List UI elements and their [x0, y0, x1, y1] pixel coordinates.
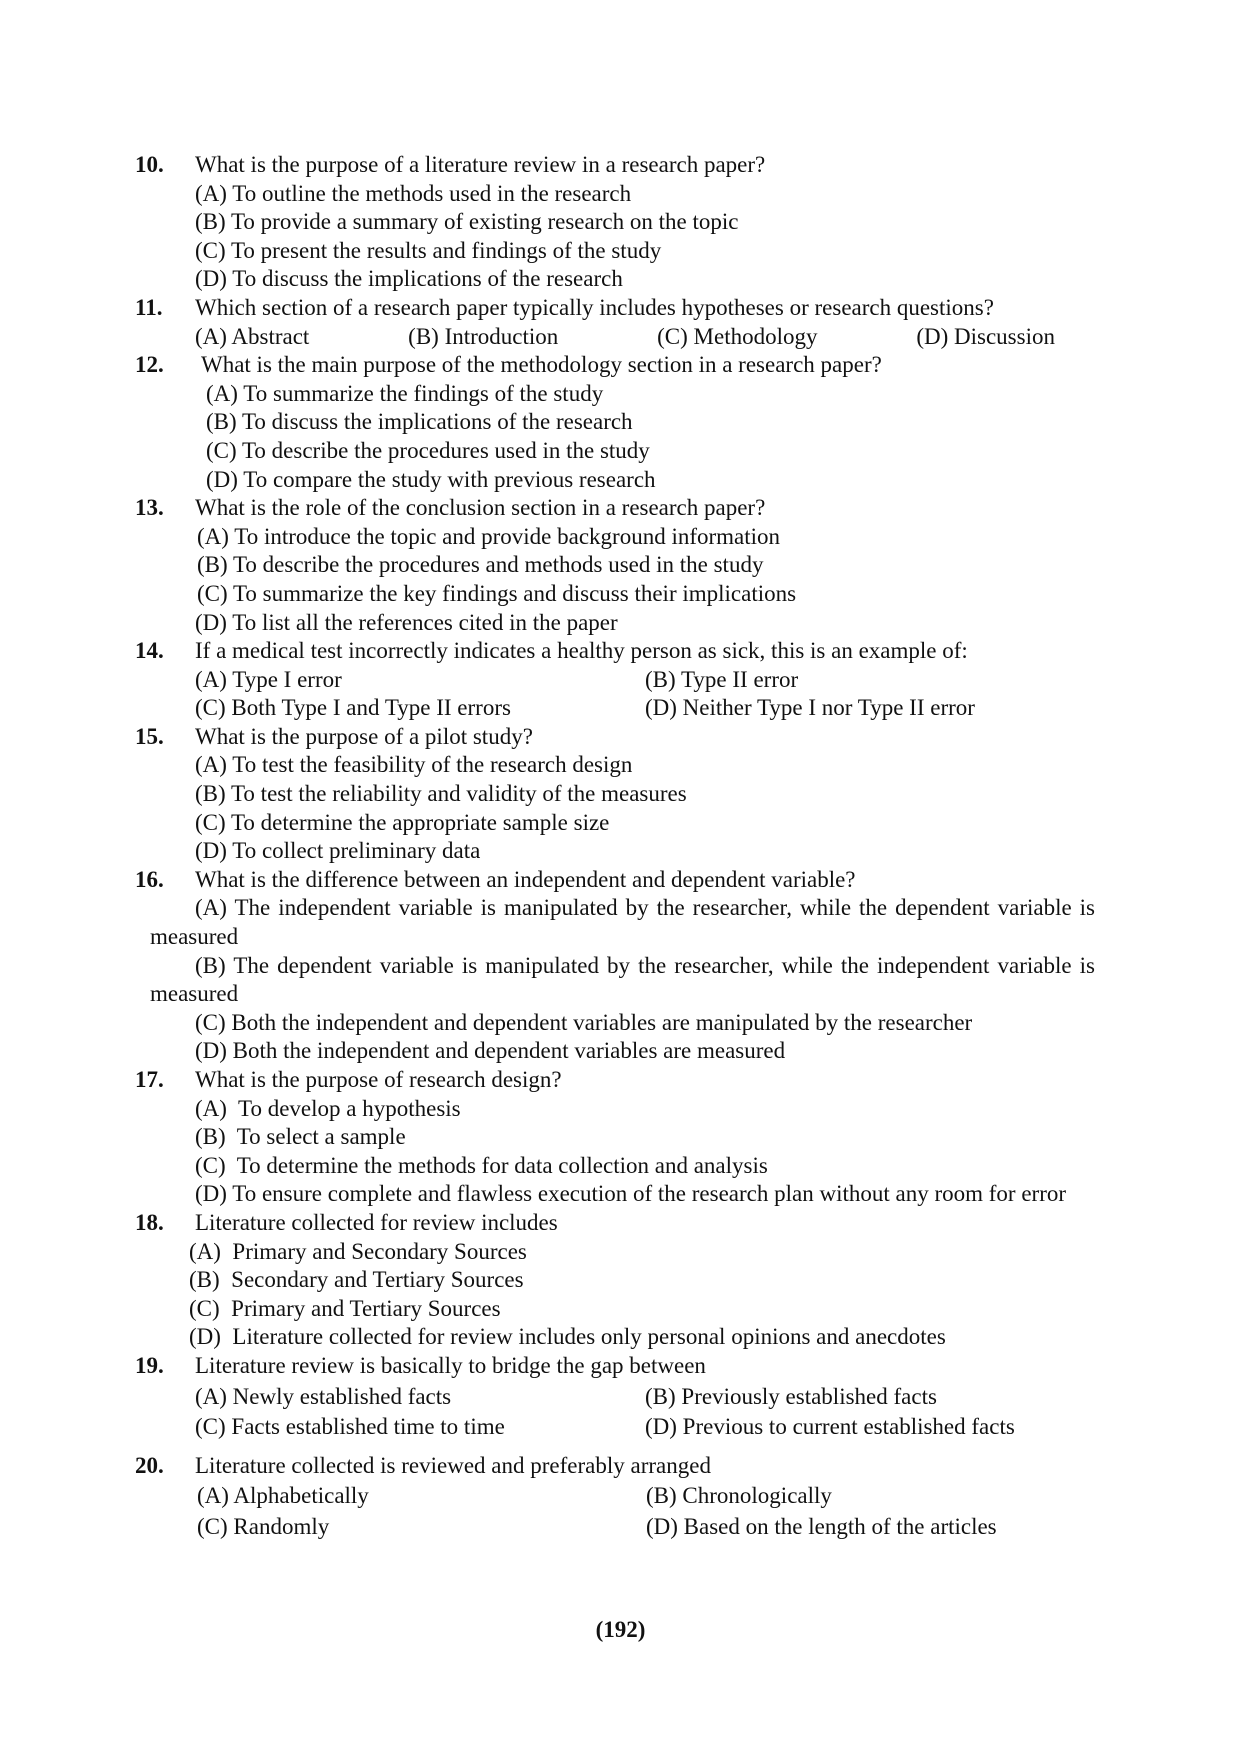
question-number: 17.: [135, 1067, 164, 1092]
question-number: 19.: [135, 1352, 164, 1378]
option-c: (C) Both Type I and Type II errors: [195, 695, 511, 721]
option-a: (A) Primary and Secondary Sources: [189, 1238, 527, 1264]
question-20: [135, 1452, 1095, 1542]
question-number: 16.: [135, 866, 164, 892]
question-text: If a medical test incorrectly indicates a healthy person as sick, this is an example of:: [195, 638, 968, 664]
question-list: [135, 151, 1095, 1542]
question-text: Which section of a research paper typically includes hypotheses or research questions?: [195, 294, 994, 320]
option-a: (A) To test the feasibility of the research design: [195, 752, 633, 778]
question-number: 14.: [135, 638, 164, 664]
question-11: [135, 294, 1095, 351]
question-13: [135, 494, 1095, 637]
question-10: [135, 151, 1095, 294]
options-row: [195, 323, 1055, 352]
question-text: What is the main purpose of the methodology section in a research paper?: [201, 352, 882, 378]
option-b: (B) To discuss the implications of the research: [206, 409, 633, 435]
option-b: (B) To select a sample: [195, 1124, 406, 1150]
option-a: (A) To summarize the findings of the study: [206, 380, 604, 406]
options-row: [195, 1482, 1095, 1511]
question-text: Literature review is basically to bridge the gap between: [195, 1352, 706, 1378]
option-c: (C) Both the independent and dependent variables are manipulated by the researcher: [195, 1009, 973, 1035]
option-a: (A) To develop a hypothesis: [195, 1095, 461, 1121]
question-text: What is the purpose of a literature review in a research paper?: [195, 152, 766, 177]
option-c: (C) To present the results and findings of the study: [195, 237, 662, 263]
option-d: (D) Based on the length of the articles: [646, 1513, 997, 1539]
option-d: (D) To collect preliminary data: [195, 838, 481, 864]
option-c: (C) Randomly: [197, 1513, 330, 1539]
option-d: (D) Discussion: [916, 323, 1055, 349]
option-b: (B) Introduction: [408, 323, 559, 349]
options-row: [195, 694, 1095, 723]
question-number: 20.: [135, 1452, 164, 1478]
option-d: (D) Neither Type I nor Type II error: [645, 695, 975, 721]
question-17: [135, 1066, 1095, 1209]
option-b: (B) Chronologically: [646, 1483, 832, 1509]
question-12: [135, 351, 1095, 494]
question-15: [135, 723, 1095, 866]
question-text: What is the purpose of a pilot study?: [195, 723, 533, 749]
option-c: (C) Methodology: [657, 323, 818, 349]
question-number: 11.: [135, 294, 163, 320]
question-14: [135, 637, 1095, 723]
option-b: (B) Type II error: [645, 666, 799, 692]
option-d: (D) Previous to current established facts: [645, 1414, 1015, 1440]
option-d: (D) To discuss the implications of the research: [195, 266, 623, 292]
options-row: [195, 1383, 1095, 1412]
option-c: (C) To determine the appropriate sample size: [195, 809, 610, 835]
option-a: (A) To outline the methods used in the research: [195, 180, 632, 206]
option-c: (C) To summarize the key findings and discuss their implications: [197, 580, 797, 606]
question-number: 15.: [135, 723, 164, 749]
question-19: [135, 1352, 1095, 1442]
option-b: (B) Previously established facts: [645, 1383, 937, 1409]
question-text: What is the difference between an independent and dependent variable?: [195, 866, 856, 892]
question-text: Literature collected for review includes: [195, 1209, 558, 1235]
options-row: [195, 1513, 1095, 1542]
option-a: (A) The independent variable is manipulated by the researcher, while the dependent variable is measured: [150, 895, 1095, 950]
question-number: 13.: [135, 495, 164, 521]
option-c: (C) To describe the procedures used in the study: [206, 437, 650, 463]
spacer: [135, 1442, 1095, 1452]
question-16: [135, 866, 1095, 1066]
option-b: (B) To provide a summary of existing research on the topic: [195, 209, 739, 235]
option-a: (A) Type I error: [195, 666, 342, 692]
option-d: (D) To compare the study with previous research: [206, 466, 656, 492]
question-number: 18.: [135, 1209, 164, 1235]
option-b: (B) To test the reliability and validity of the measures: [195, 781, 687, 807]
question-text: Literature collected is reviewed and preferably arranged: [195, 1452, 711, 1478]
option-b: (B) To describe the procedures and methods used in the study: [197, 552, 764, 578]
option-d: (D) Both the independent and dependent variables are measured: [195, 1038, 786, 1064]
option-a: (A) To introduce the topic and provide background information: [197, 523, 781, 549]
option-c: (C) To determine the methods for data collection and analysis: [195, 1152, 768, 1178]
option-d: (D) Literature collected for review includes only personal opinions and anecdotes: [189, 1324, 946, 1350]
question-text: What is the purpose of research design?: [195, 1067, 562, 1092]
question-text: What is the role of the conclusion section in a research paper?: [195, 495, 766, 521]
page-number: (192): [595, 1617, 646, 1642]
option-b: (B) The dependent variable is manipulated by the researcher, while the independent variable is measured: [150, 952, 1095, 1007]
option-a: (A) Newly established facts: [195, 1383, 452, 1409]
option-a: (A) Abstract: [195, 323, 310, 349]
options-row: [195, 666, 1095, 695]
option-d: (D) To ensure complete and flawless execution of the research plan without any room for error: [195, 1181, 1067, 1207]
option-d: (D) To list all the references cited in the paper: [195, 609, 618, 635]
option-c: (C) Primary and Tertiary Sources: [189, 1295, 501, 1321]
question-number: 10.: [135, 152, 164, 177]
question-18: [135, 1209, 1095, 1352]
option-a: (A) Alphabetically: [197, 1483, 369, 1509]
question-number: 12.: [135, 352, 164, 378]
option-b: (B) Secondary and Tertiary Sources: [189, 1267, 524, 1293]
option-c: (C) Facts established time to time: [195, 1414, 505, 1440]
options-row: [195, 1413, 1095, 1442]
